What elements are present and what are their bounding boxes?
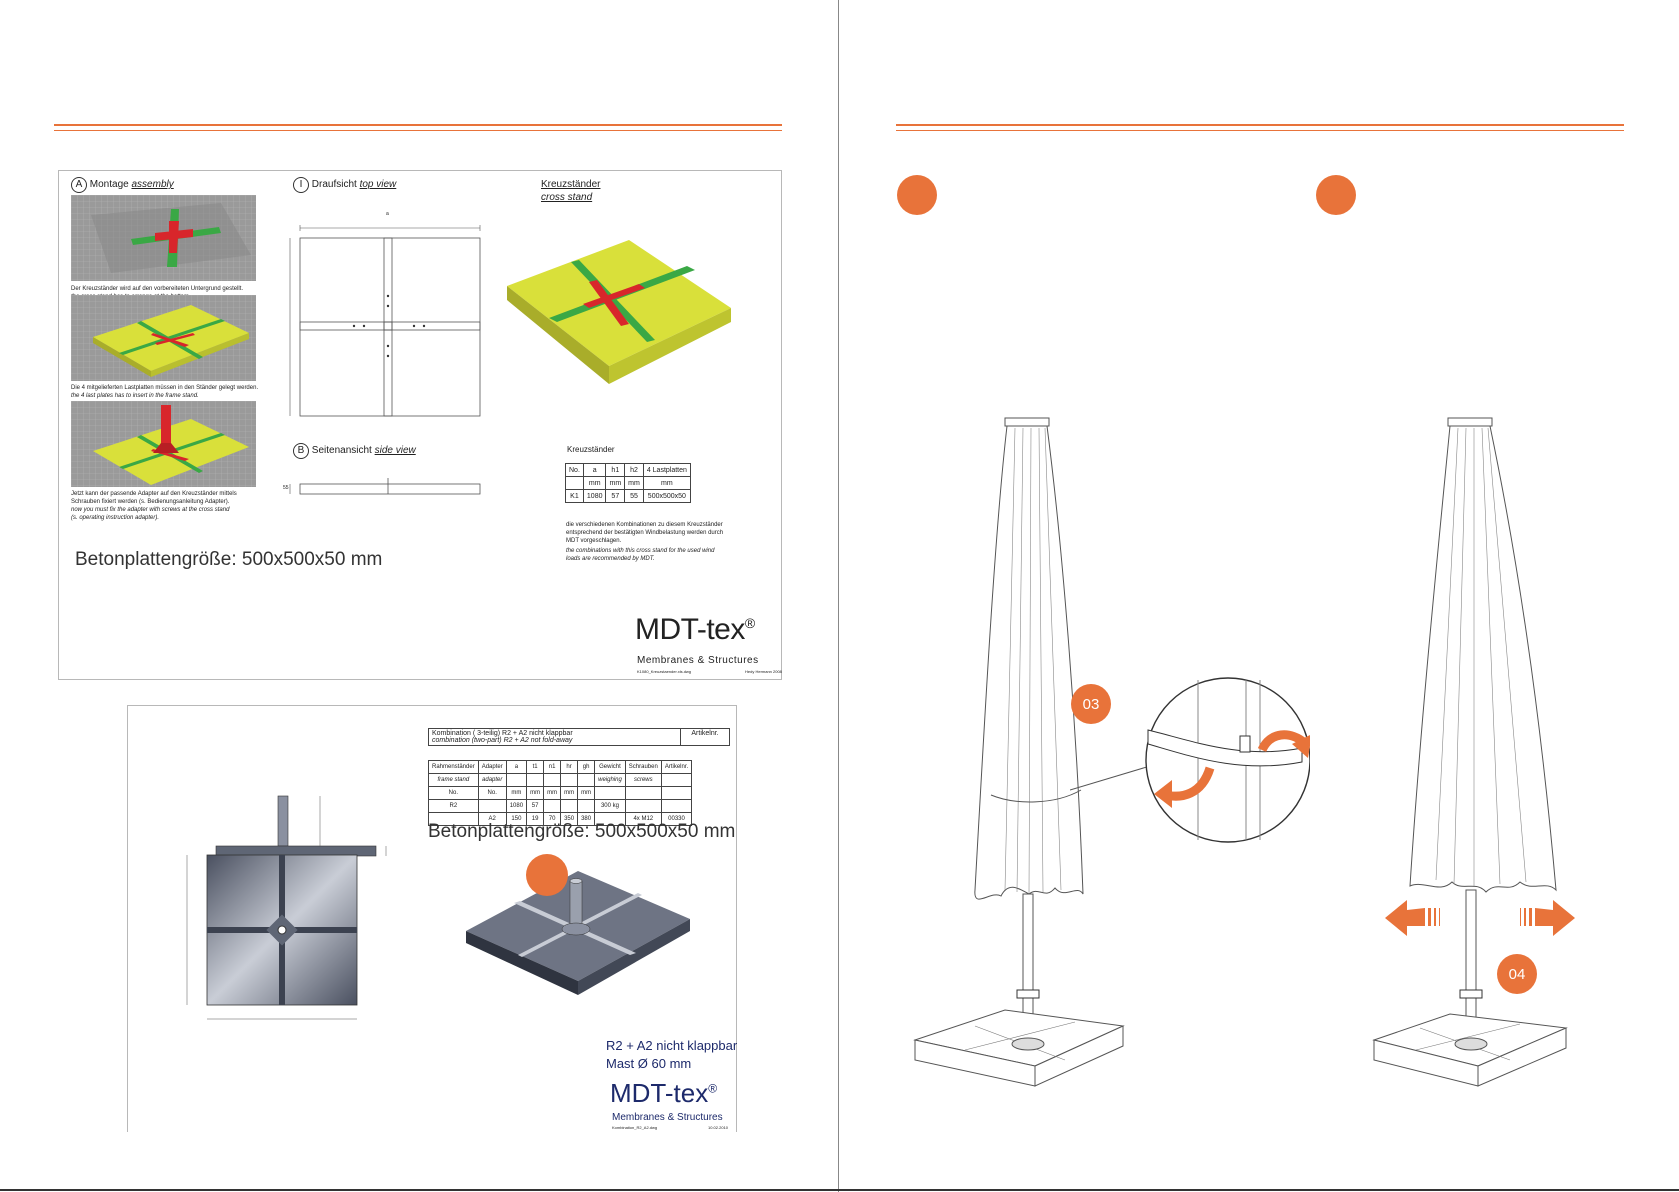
header-rule-right xyxy=(896,124,1624,126)
table-header-cell: 4 Lastplatten xyxy=(643,464,690,477)
table-cell: 380 xyxy=(578,813,595,826)
table-header-cell xyxy=(661,774,691,787)
closed-umbrella-illustration-2 xyxy=(1370,410,1610,1090)
step-marker-dot xyxy=(526,854,568,896)
step-dot-left xyxy=(897,175,937,215)
cross-stand-3d-render xyxy=(499,236,739,406)
stand-table-title: Kreuzständer xyxy=(567,445,615,454)
table-header-cell: t1 xyxy=(527,761,544,774)
logo-main: MDT-tex xyxy=(610,1078,709,1108)
step1-text-de: Der Kreuzständer wird auf den vorbereiteten Untergrund gestellt. xyxy=(71,286,244,292)
table-row xyxy=(566,490,691,503)
table-cell: K1 xyxy=(566,490,584,503)
step-dot-right xyxy=(1316,175,1356,215)
table-cell: 19 xyxy=(527,813,544,826)
table-header-cell: Gewicht xyxy=(595,761,626,774)
frame-stand-plan-view xyxy=(183,851,373,1041)
table-cell: 55 xyxy=(625,490,644,503)
table-header-cell: Schrauben xyxy=(625,761,661,774)
side-view-dim: 55 xyxy=(283,485,289,491)
table-unit-cell: mm xyxy=(583,477,606,490)
table-unit-cell: mm xyxy=(578,787,595,800)
table-cell: 57 xyxy=(606,490,625,503)
section-a-header xyxy=(71,177,174,193)
footer-left-text: K1080_Kreuzstaender.xls.dwg xyxy=(637,669,692,674)
assembly-step3-image xyxy=(71,401,256,487)
table-row xyxy=(429,729,730,746)
section-i-header xyxy=(293,177,396,193)
table-cell: A2 xyxy=(478,813,506,826)
table-cell xyxy=(544,800,561,813)
footer-left-text-2: Kombination_R2_A2.dwg xyxy=(612,1125,658,1130)
side-view-drawing xyxy=(284,476,484,506)
step-badge-04: 04 xyxy=(1497,954,1537,994)
table-cell xyxy=(661,800,691,813)
table-cell xyxy=(625,800,661,813)
table-unit-cell xyxy=(661,787,691,800)
assembly-step2-image xyxy=(71,295,256,381)
table-cell: R2 xyxy=(429,800,479,813)
table-cell: 1080 xyxy=(506,800,526,813)
table-header-cell: Artikelnr. xyxy=(661,761,691,774)
step3-text-de2: Schrauben fixiert werden (s. Bedienungsanleitung Adapter). xyxy=(71,499,230,505)
spread-arrow-left-icon xyxy=(1385,896,1445,936)
table-header-cell: gh xyxy=(578,761,595,774)
table-header-cell: Adapter xyxy=(478,761,506,774)
table-cell: 150 xyxy=(506,813,526,826)
bottom-edge-line xyxy=(0,1189,1679,1191)
stand-note-en: the combinations with this cross stand for the used wind loads are recommended by MDT. xyxy=(566,548,715,562)
table-header-cell: frame stand xyxy=(429,774,479,787)
table-cell: 70 xyxy=(544,813,561,826)
plate-size-label: Betonplattengröße: 500x500x50 mm xyxy=(75,549,383,570)
table-unit-cell xyxy=(595,787,626,800)
combination-title-en: combination (two-part) R2 + A2 not fold-away xyxy=(432,737,573,744)
step2-text-de: Die 4 mitgelieferten Lastplatten müssen in den Ständer gelegt werden. xyxy=(71,385,259,391)
artikel-label-cell: Artikelnr. xyxy=(681,729,730,746)
combination-plate-size: Betonplattengröße: 500x500x50 mm xyxy=(428,821,736,842)
footer-right-text: Hedy Hermann 2008 xyxy=(745,669,782,674)
table-header-cell xyxy=(527,774,544,787)
table-cell: 1080 xyxy=(583,490,606,503)
table-cell xyxy=(578,800,595,813)
table-unit-cell: mm xyxy=(506,787,526,800)
table-unit-cell: mm xyxy=(606,477,625,490)
header-rule-left xyxy=(54,124,782,126)
table-header-cell xyxy=(561,774,578,787)
table-unit-cell: mm xyxy=(544,787,561,800)
table-header-cell: screws xyxy=(625,774,661,787)
logo-reg: ® xyxy=(744,615,755,631)
table-row xyxy=(429,774,692,787)
section-b-title-en: side view xyxy=(374,445,416,456)
cross-stand-drawing-panel xyxy=(58,170,782,680)
table-cell: 350 xyxy=(561,813,578,826)
table-header-cell: h2 xyxy=(625,464,644,477)
step-badge-03: 03 xyxy=(1071,684,1111,724)
table-header-cell: a xyxy=(583,464,606,477)
step3-text-en: now you must fix the adapter with screws at the cross stand xyxy=(71,507,230,513)
section-a-title: Montage xyxy=(89,179,129,190)
table-cell xyxy=(561,800,578,813)
combination-drawing-panel xyxy=(127,705,737,1132)
table-header-cell xyxy=(544,774,561,787)
table-unit-cell: mm xyxy=(643,477,690,490)
table-cell: 300 kg xyxy=(595,800,626,813)
top-view-dim-a: a xyxy=(386,211,389,217)
step3-text-en2: (s. operating instruction adapter). xyxy=(71,515,160,521)
assembly-step1-image xyxy=(71,195,256,281)
header-rule-left-thin xyxy=(54,130,782,131)
table-unit-cell xyxy=(625,787,661,800)
step2-text-en: the 4 last plates has to insert in the frame stand. xyxy=(71,393,199,399)
section-b-header xyxy=(293,443,416,459)
table-cell: 500x500x50 xyxy=(643,490,690,503)
table-cell: 57 xyxy=(527,800,544,813)
table-unit-cell: mm xyxy=(561,787,578,800)
table-header-cell xyxy=(506,774,526,787)
table-unit-cell: mm xyxy=(625,477,644,490)
frame-stand-3d-render xyxy=(458,861,698,1011)
section-i-letter: I xyxy=(293,177,309,193)
logo-main: MDT-tex xyxy=(635,613,745,646)
table-header-cell: No. xyxy=(566,464,584,477)
section-i-title: Draufsicht xyxy=(311,179,357,190)
combination-spec-table xyxy=(428,760,692,826)
table-unit-cell: mm xyxy=(527,787,544,800)
step3-text-de: Jetzt kann der passende Adapter auf den Kreuzständer mittels xyxy=(71,491,237,497)
section-a-title-en: assembly xyxy=(131,179,174,190)
logo-subtitle-2: Membranes & Structures xyxy=(612,1112,723,1123)
section-i-title-en: top view xyxy=(359,179,397,190)
stand-spec-table xyxy=(565,463,691,503)
spread-arrow-right-icon xyxy=(1515,896,1575,936)
table-row xyxy=(429,800,692,813)
table-unit-cell xyxy=(566,477,584,490)
table-header-cell: hr xyxy=(561,761,578,774)
table-cell: 4x M12 xyxy=(625,813,661,826)
table-unit-cell: No. xyxy=(478,787,506,800)
table-header-cell: a xyxy=(506,761,526,774)
section-a-letter: A xyxy=(71,177,87,193)
combination-title-cell xyxy=(429,729,681,746)
cross-stand-title-en: cross stand xyxy=(541,192,593,203)
cross-stand-title: Kreuzständer xyxy=(541,179,601,190)
stand-note-de: die verschiedenen Kombinationen zu diesem Kreuzständer entsprechend der bestätigten Windbelastung werden durch MDT vorgeschlagen. xyxy=(566,522,724,544)
mdt-tex-logo-2 xyxy=(610,1078,717,1109)
table-cell: 00330 xyxy=(661,813,691,826)
caption-line2: Mast Ø 60 mm xyxy=(606,1056,692,1071)
table-row xyxy=(429,761,692,774)
table-cell xyxy=(478,800,506,813)
table-row xyxy=(566,464,691,477)
footer-right-text-2: 10.02.2010 xyxy=(708,1125,729,1130)
combination-title-table xyxy=(428,728,730,746)
table-header-cell: adapter xyxy=(478,774,506,787)
section-b-letter: B xyxy=(293,443,309,459)
combination-title-de: Kombination ( 3-teilig) R2 + A2 nicht klappbar xyxy=(432,730,573,737)
mdt-tex-logo xyxy=(635,613,755,647)
table-header-cell: h1 xyxy=(606,464,625,477)
logo-reg: ® xyxy=(708,1081,718,1096)
table-header-cell: n1 xyxy=(544,761,561,774)
top-view-drawing xyxy=(284,216,484,426)
table-unit-cell: No. xyxy=(429,787,479,800)
header-rule-right-thin xyxy=(896,130,1624,131)
table-row xyxy=(429,787,692,800)
page-divider xyxy=(838,0,839,1192)
table-header-cell: Rahmenständer xyxy=(429,761,479,774)
table-row xyxy=(566,477,691,490)
section-b-title: Seitenansicht xyxy=(311,445,372,456)
table-header-cell: weighing xyxy=(595,774,626,787)
caption-line1: R2 + A2 nicht klappbar xyxy=(606,1038,738,1053)
logo-subtitle: Membranes & Structures xyxy=(637,655,759,666)
table-header-cell xyxy=(578,774,595,787)
